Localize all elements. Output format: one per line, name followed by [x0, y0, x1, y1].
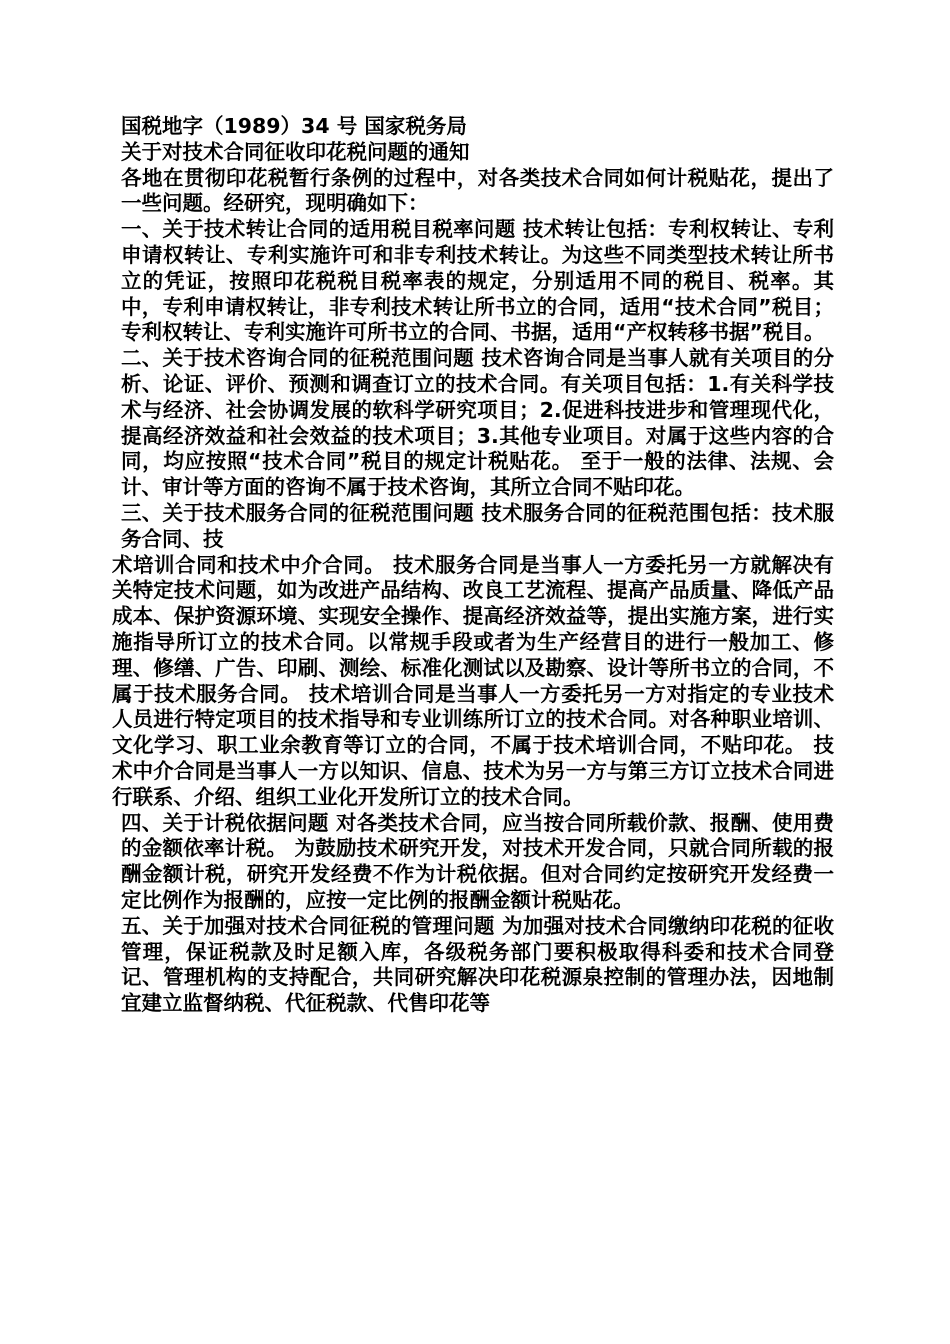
section-3-body-paragraph: 术培训合同和技术中介合同。 技术服务合同是当事人一方委托另一方就解决有关特定技术问题，如为改进产品结构、改良工艺流程、提高产品质量、降低产品成本、保护资源环境、实现安全操作、提高经济效益等，提出实施方案，进行实施指导所订立的技术合同。以常规手段或者为生产经营目的进行一般加工、修理、修缮、广告、印刷、测绘、标准化测试以及勘察、设计等所书立的合同，不属于技术服务合同。 技术培训合同是当事人一方委托另一方对指定的专业技术人员进行特定项目的技术指导和专业训练所订立的技术合同。对各种职业培训、文化学习、职工业余教育等订立的合同，不属于技术培训合同，不贴印花。 技术中介合同是当事人一方以知识、信息、技术为另一方与第三方订立技术合同进行联系、介绍、组织工业化开发所订立的技术合同。	[112, 552, 834, 809]
section-2-paragraph: 二、关于技术咨询合同的征税范围问题 技术咨询合同是当事人就有关项目的分析、论证、评价、预测和调查订立的技术合同。有关项目包括：1.有关科学技术与经济、社会协调发展的软科学研究项目；2.促进科技进步和管理现代化，提高经济效益和社会效益的技术项目；3.其他专业项目。对属于这些内容的合同，均应按照“技术合同”税目的规定计税贴花。 至于一般的法律、法规、会计、审计等方面的咨询不属于技术咨询，其所立合同不贴印花。	[121, 346, 834, 500]
section-3-heading-paragraph: 三、关于技术服务合同的征税范围问题 技术服务合同的征税范围包括：技术服务合同、技	[121, 500, 834, 551]
section-1-paragraph: 一、关于技术转让合同的适用税目税率问题 技术转让包括：专利权转让、专利申请权转让、专利实施许可和非专利技术转让。为这些不同类型技术转让所书立的凭证，按照印花税税目税率表的规定，分别适用不同的税目、税率。其中，专利申请权转让，非专利技术转让所书立的合同，适用“技术合同”税目；专利权转让、专利实施许可所书立的合同、书据，适用“产权转移书据”税目。	[121, 217, 834, 345]
document-body	[112, 114, 834, 1017]
section-5-paragraph: 五、关于加强对技术合同征税的管理问题 为加强对技术合同缴纳印花税的征收管理，保证税款及时足额入库，各级税务部门要积极取得科委和技术合同登记、管理机构的支持配合，共同研究解决印花税源泉控制的管理办法，因地制宜建立监督纳税、代征税款、代售印花等	[121, 913, 834, 1016]
section-4-paragraph: 四、关于计税依据问题 对各类技术合同，应当按合同所载价款、报酬、使用费的金额依率计税。 为鼓励技术研究开发，对技术开发合同，只就合同所载的报酬金额计税，研究开发经费不作为计税依据。但对合同约定按研究开发经费一定比例作为报酬的，应按一定比例的报酬金额计税贴花。	[121, 810, 834, 912]
intro-paragraph: 各地在贯彻印花税暂行条例的过程中，对各类技术合同如何计税贴花，提出了一些问题。经研究，现明确如下：	[121, 165, 834, 216]
document-title: 关于对技术合同征收印花税问题的通知	[121, 139, 470, 164]
document-number-line: 国税地字（1989）34 号 国家税务局	[121, 114, 467, 138]
